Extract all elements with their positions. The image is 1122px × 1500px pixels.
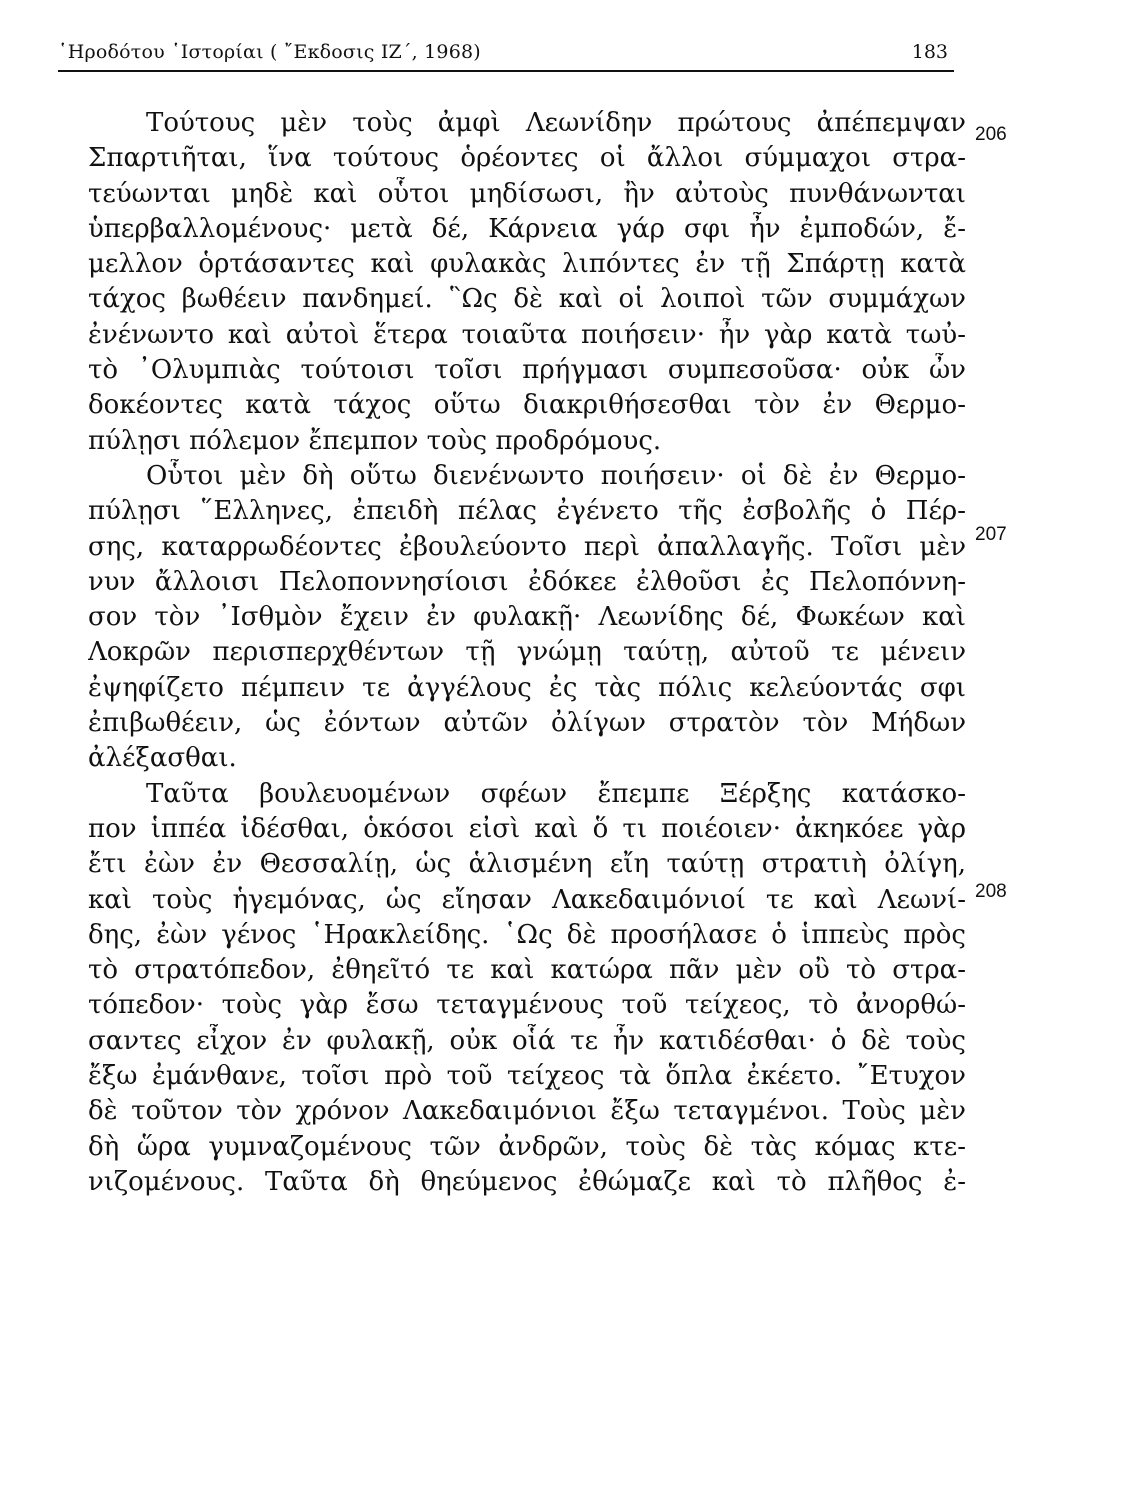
page-body (88, 106, 966, 1200)
text-line: Ταῦτα βουλευομένων σφέων ἔπεμπε Ξέρξης κατάσκο- (146, 778, 966, 809)
text-line: ἐπιβωθέειν, ὡς ἐόντων αὐτῶν ὀλίγων στρατὸν τὸν Μήδων (88, 708, 966, 739)
text-line: ἀλέξασθαι. (88, 743, 237, 774)
text-line: σαντες εἶχον ἐν φυλακῇ, οὐκ οἷά τε ἦν κατιδέσθαι· ὁ δὲ τοὺς (88, 1025, 966, 1056)
text-line: ἔτι ἐὼν ἐν Θεσσαλίῃ, ὡς ἁλισμένη εἴη ταύτῃ στρατιὴ ὀλίγη, (88, 849, 966, 880)
text-line: Οὗτοι μὲν δὴ οὕτω διενένωντο ποιήσειν· οἱ δὲ ἐν Θερμο- (146, 460, 966, 491)
running-header (58, 40, 954, 72)
text-line: Λοκρῶν περισπερχθέντων τῇ γνώμῃ ταύτῃ, αὐτοῦ τε μένειν (88, 637, 966, 668)
paragraph-208 (88, 777, 966, 1201)
text-line: νυν ἄλλοισι Πελοποννησίοισι ἐδόκεε ἐλθοῦσι ἐς Πελοπόννη- (88, 566, 966, 597)
paragraph-206 (88, 106, 966, 459)
section-number-206: 206 (975, 124, 1007, 145)
section-number-208: 208 (975, 881, 1007, 902)
text-line: τὸ ᾿Ολυμπιὰς τούτοισι τοῖσι πρήγμασι συμπεσοῦσα· οὐκ ὦν (88, 355, 966, 386)
text-line: Σπαρτιῆται, ἵνα τούτους ὁρέοντες οἱ ἄλλοι σύμμαχοι στρα- (88, 143, 966, 174)
text-line: δοκέοντες κατὰ τάχος οὕτω διακριθήσεσθαι τὸν ἐν Θερμο- (88, 390, 966, 421)
text-line: ἔξω ἐμάνθανε, τοῖσι πρὸ τοῦ τείχεος τὰ ὅπλα ἐκέετο. ῎Ετυχον (88, 1061, 966, 1092)
header-title: ῾Ηροδότου ῾Ιστορίαι ( ῎Εκδοσις ΙΖ΄, 1968) (58, 41, 481, 63)
text-line: πύλῃσι ῞Ελληνες, ἐπειδὴ πέλας ἐγένετο τῆς ἐσβολῆς ὁ Πέρ- (88, 496, 966, 527)
page-number: 183 (911, 41, 948, 63)
text-line: νιζομένους. Ταῦτα δὴ θηεύμενος ἐθώμαζε καὶ τὸ πλῆθος ἐ- (88, 1166, 966, 1197)
text-line: καὶ τοὺς ἡγεμόνας, ὡς εἴησαν Λακεδαιμόνιοί τε καὶ Λεωνί- (88, 884, 966, 915)
text-line: πύλῃσι πόλεμον ἔπεμπον τοὺς προδρόμους. (88, 425, 662, 456)
text-line: ἐψηφίζετο πέμπειν τε ἀγγέλους ἐς τὰς πόλις κελεύοντάς σφι (88, 672, 966, 703)
text-line: σον τὸν ᾿Ισθμὸν ἔχειν ἐν φυλακῇ· Λεωνίδης δέ, Φωκέων καὶ (88, 602, 966, 633)
text-line: τὸ στρατόπεδον, ἐθηεῖτό τε καὶ κατώρα πᾶν μὲν οὒ τὸ στρα- (88, 955, 966, 986)
text-line: μελλον ὁρτάσαντες καὶ φυλακὰς λιπόντες ἐν τῇ Σπάρτῃ κατὰ (88, 249, 966, 280)
text-line: ἐνένωντο καὶ αὐτοὶ ἕτερα τοιαῦτα ποιήσειν· ἦν γὰρ κατὰ τωὐ- (88, 319, 966, 350)
text-line: πον ἱππέα ἰδέσθαι, ὁκόσοι εἰσὶ καὶ ὅ τι ποιέοιεν· ἀκηκόεε γὰρ (88, 813, 966, 844)
text-line: ὑπερβαλλομένους· μετὰ δέ, Κάρνεια γάρ σφι ἦν ἐμποδών, ἔ- (88, 213, 966, 244)
text-line: τόπεδον· τοὺς γὰρ ἔσω τεταγμένους τοῦ τείχεος, τὸ ἀνορθώ- (88, 990, 966, 1021)
text-line: δης, ἐὼν γένος ῾Ηρακλείδης. ῾Ως δὲ προσήλασε ὁ ἱππεὺς πρὸς (88, 919, 966, 950)
text-line: δὴ ὥρα γυμναζομένους τῶν ἀνδρῶν, τοὺς δὲ τὰς κόμας κτε- (88, 1131, 966, 1162)
text-line: τεύωνται μηδὲ καὶ οὗτοι μηδίσωσι, ἢν αὐτοὺς πυνθάνωνται (88, 178, 966, 209)
section-number-207: 207 (975, 524, 1007, 545)
text-line: τάχος βωθέειν πανδημεί. ῝Ως δὲ καὶ οἱ λοιποὶ τῶν συμμάχων (88, 284, 966, 315)
text-line: δὲ τοῦτον τὸν χρόνον Λακεδαιμόνιοι ἔξω τεταγμένοι. Τοὺς μὲν (88, 1096, 966, 1127)
text-line: σης, καταρρωδέοντες ἐβουλεύοντο περὶ ἀπαλλαγῆς. Τοῖσι μὲν (88, 531, 966, 562)
text-line: Τούτους μὲν τοὺς ἀμφὶ Λεωνίδην πρώτους ἀπέπεμψαν (146, 108, 966, 138)
paragraph-207 (88, 459, 966, 777)
